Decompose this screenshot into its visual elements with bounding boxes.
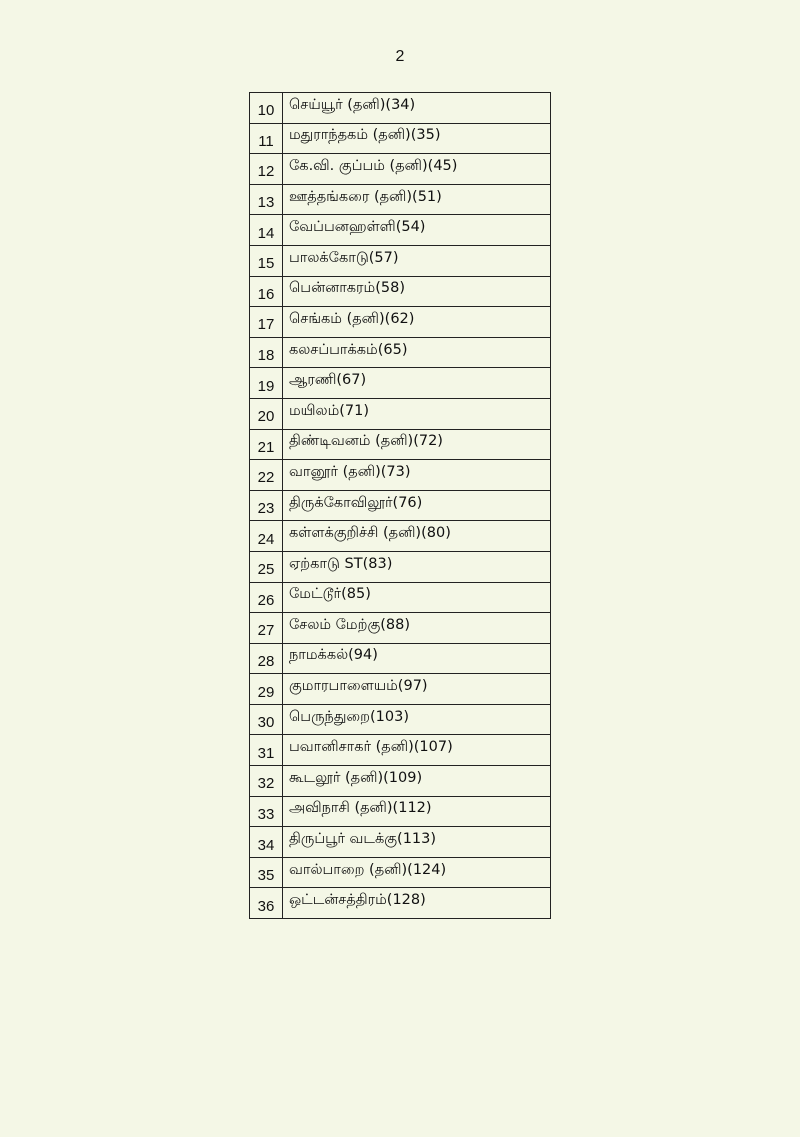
table-row <box>250 643 551 674</box>
table-row <box>250 184 551 215</box>
constituency-name: கே.வி. குப்பம் (தனி)(45) <box>283 154 551 185</box>
constituency-name: பென்னாகரம்(58) <box>283 276 551 307</box>
table-row <box>250 245 551 276</box>
row-number: 17 <box>250 307 283 338</box>
row-number: 19 <box>250 368 283 399</box>
constituency-name: குமாரபாளையம்(97) <box>283 674 551 705</box>
table-row <box>250 735 551 766</box>
constituency-name: கள்ளக்குறிச்சி (தனி)(80) <box>283 521 551 552</box>
row-number: 25 <box>250 551 283 582</box>
table-row <box>250 888 551 919</box>
table-row <box>250 551 551 582</box>
table-row <box>250 154 551 185</box>
row-number: 36 <box>250 888 283 919</box>
constituency-name: கூடலூர் (தனி)(109) <box>283 766 551 797</box>
table-row <box>250 490 551 521</box>
row-number: 13 <box>250 184 283 215</box>
constituency-name: செய்யூர் (தனி)(34) <box>283 93 551 124</box>
table-row <box>250 704 551 735</box>
constituency-table <box>249 92 551 919</box>
row-number: 27 <box>250 613 283 644</box>
constituency-name: வால்பாறை (தனி)(124) <box>283 857 551 888</box>
table-row <box>250 521 551 552</box>
constituency-name: பவானிசாகர் (தனி)(107) <box>283 735 551 766</box>
table-row <box>250 613 551 644</box>
row-number: 16 <box>250 276 283 307</box>
constituency-name: ஆரணி(67) <box>283 368 551 399</box>
constituency-name: கலசப்பாக்கம்(65) <box>283 337 551 368</box>
row-number: 31 <box>250 735 283 766</box>
constituency-name: ஊத்தங்கரை (தனி)(51) <box>283 184 551 215</box>
row-number: 21 <box>250 429 283 460</box>
constituency-name: பாலக்கோடு(57) <box>283 245 551 276</box>
page-number: 2 <box>395 48 405 65</box>
table-row <box>250 398 551 429</box>
row-number: 34 <box>250 827 283 858</box>
table-row <box>250 215 551 246</box>
constituency-name: சேலம் மேற்கு(88) <box>283 613 551 644</box>
row-number: 35 <box>250 857 283 888</box>
constituency-name: வேப்பனஹள்ளி(54) <box>283 215 551 246</box>
constituency-name: மேட்டூர்(85) <box>283 582 551 613</box>
row-number: 12 <box>250 154 283 185</box>
constituency-name: செங்கம் (தனி)(62) <box>283 307 551 338</box>
constituency-name: ஏற்காடு ST(83) <box>283 551 551 582</box>
row-number: 28 <box>250 643 283 674</box>
constituency-name: ஒட்டன்சத்திரம்(128) <box>283 888 551 919</box>
row-number: 22 <box>250 460 283 491</box>
constituency-name: வானூர் (தனி)(73) <box>283 460 551 491</box>
table-row <box>250 368 551 399</box>
table-row <box>250 857 551 888</box>
row-number: 26 <box>250 582 283 613</box>
constituency-name: மதுராந்தகம் (தனி)(35) <box>283 123 551 154</box>
constituency-name: நாமக்கல்(94) <box>283 643 551 674</box>
table-row <box>250 93 551 124</box>
row-number: 23 <box>250 490 283 521</box>
row-number: 24 <box>250 521 283 552</box>
row-number: 11 <box>250 123 283 154</box>
row-number: 33 <box>250 796 283 827</box>
table-row <box>250 429 551 460</box>
row-number: 15 <box>250 245 283 276</box>
constituency-name: அவிநாசி (தனி)(112) <box>283 796 551 827</box>
row-number: 30 <box>250 704 283 735</box>
table-row <box>250 337 551 368</box>
row-number: 10 <box>250 93 283 124</box>
row-number: 18 <box>250 337 283 368</box>
table-row <box>250 827 551 858</box>
table-row <box>250 674 551 705</box>
row-number: 29 <box>250 674 283 705</box>
constituency-name: பெருந்துறை(103) <box>283 704 551 735</box>
table-row <box>250 307 551 338</box>
constituency-name: மயிலம்(71) <box>283 398 551 429</box>
row-number: 20 <box>250 398 283 429</box>
table-row <box>250 276 551 307</box>
constituency-name: திருப்பூர் வடக்கு(113) <box>283 827 551 858</box>
table-row <box>250 796 551 827</box>
table-row <box>250 123 551 154</box>
table-row <box>250 766 551 797</box>
constituency-name: திருக்கோவிலூர்(76) <box>283 490 551 521</box>
row-number: 14 <box>250 215 283 246</box>
table-body <box>250 93 551 919</box>
row-number: 32 <box>250 766 283 797</box>
constituency-name: திண்டிவனம் (தனி)(72) <box>283 429 551 460</box>
table-row <box>250 582 551 613</box>
table-row <box>250 460 551 491</box>
